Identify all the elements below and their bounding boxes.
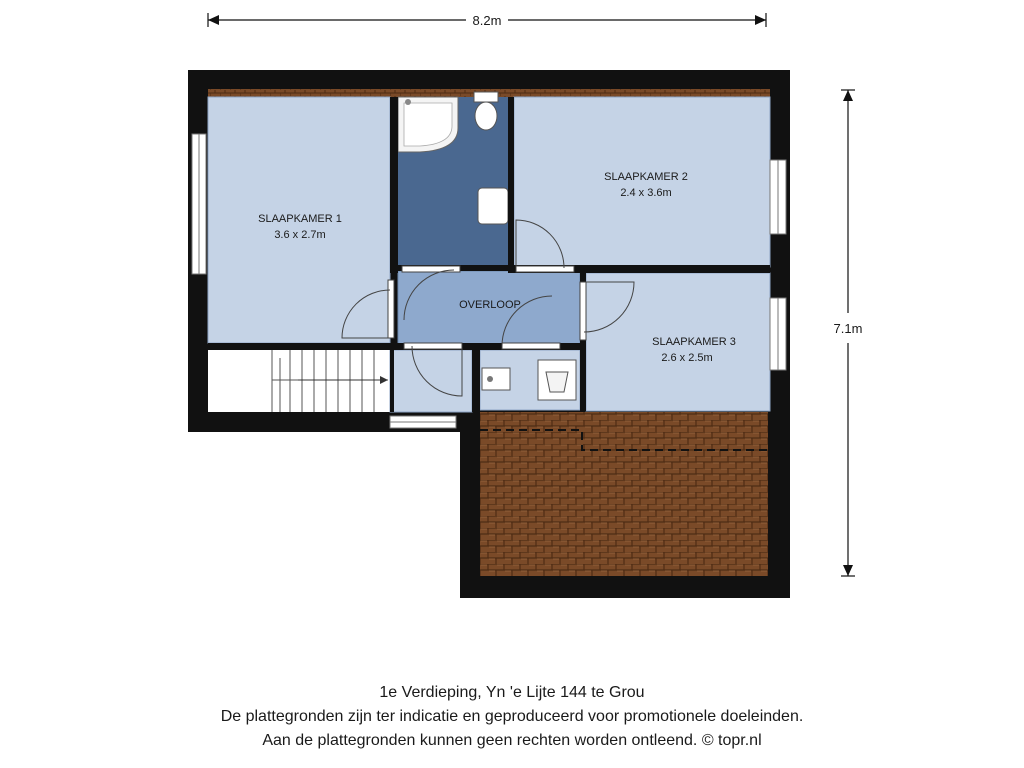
slaapkamer-2-size: 2.4 x 3.6m: [620, 187, 672, 199]
slaapkamer-1-size: 3.6 x 2.7m: [274, 229, 326, 241]
slaapkamer-3-size: 2.6 x 2.5m: [661, 352, 713, 364]
width-dimension: [208, 13, 766, 28]
slaapkamer-1-name: SLAAPKAMER 1: [258, 213, 342, 225]
slaapkamer-3-name: SLAAPKAMER 3: [652, 336, 736, 348]
room-technical: [480, 350, 580, 410]
slaapkamer-2-name: SLAAPKAMER 2: [604, 171, 688, 183]
caption-title: 1e Verdieping, Yn 'e Lijte 144 te Grou: [379, 684, 645, 701]
roof-area: [480, 412, 768, 576]
height-dimension: [834, 90, 863, 576]
room-bathroom: [398, 92, 508, 265]
caption-disclaimer-2: Aan de plattegronden kunnen geen rechten worden ontleend. © topr.nl: [262, 732, 762, 749]
height-label: 7.1m: [833, 321, 863, 336]
width-label: 8.2m: [472, 13, 502, 28]
caption-disclaimer-1: De plattegronden zijn ter indicatie en geproduceerd voor promotionele doeleinden.: [220, 708, 804, 725]
overloop-name: OVERLOOP: [459, 299, 521, 311]
caption: [0, 681, 1024, 753]
room-hall-small: [390, 350, 472, 412]
room-stairs: [208, 350, 390, 412]
